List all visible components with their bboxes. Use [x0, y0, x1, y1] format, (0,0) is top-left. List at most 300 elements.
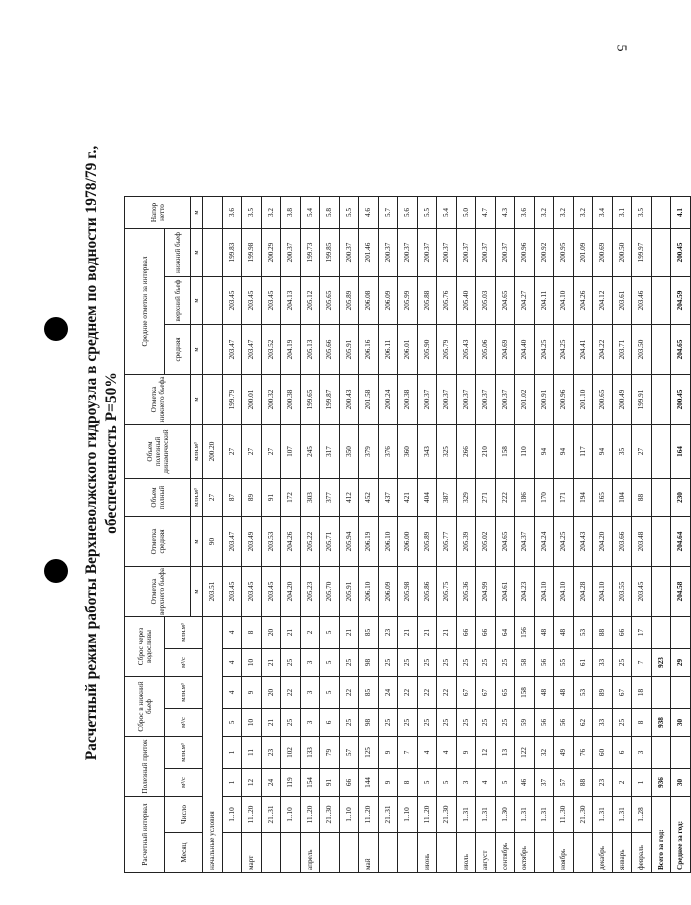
table-cell: 325	[437, 425, 457, 479]
table-cell: 48	[534, 617, 554, 649]
header-mark-upper: Отметка верхнего бьефа	[125, 567, 191, 617]
month-cell	[281, 833, 301, 873]
table-cell: 199.85	[320, 229, 340, 277]
table-cell: 158	[495, 425, 515, 479]
table-cell	[651, 197, 671, 229]
table-cell: 35	[612, 425, 632, 479]
table-cell: 88	[573, 769, 593, 797]
table-cell: 203.48	[632, 517, 652, 567]
table-cell: 205.39	[456, 517, 476, 567]
table-cell: 200.96	[515, 229, 535, 277]
unit-m: м	[191, 567, 203, 617]
header-avg-mean: средняя	[165, 325, 191, 375]
table-cell: 107	[281, 425, 301, 479]
table-cell: 200.32	[261, 375, 281, 425]
table-cell: 102	[281, 737, 301, 769]
table-cell: 154	[300, 769, 320, 797]
table-cell: 203.45	[222, 567, 242, 617]
table-cell: 56	[534, 649, 554, 677]
table-cell: 204.41	[573, 325, 593, 375]
table-cell: 9	[242, 677, 262, 709]
table-cell: 3.2	[261, 197, 281, 229]
table-cell	[671, 617, 691, 649]
table-cell: 67	[476, 677, 496, 709]
table-cell	[651, 277, 671, 325]
table-row	[593, 197, 613, 873]
table-cell: 21..30	[437, 797, 457, 833]
table-cell	[203, 277, 223, 325]
table-cell: 4.6	[359, 197, 379, 229]
table-cell: 200.37	[476, 375, 496, 425]
table-cell: 204.10	[534, 567, 554, 617]
table-cell: 204.43	[573, 517, 593, 567]
table-cell: 376	[378, 425, 398, 479]
table-cell: 200.37	[495, 229, 515, 277]
month-cell: май	[359, 833, 379, 873]
table-cell: 204.65	[495, 517, 515, 567]
table-cell: 25	[339, 709, 359, 737]
table-cell	[671, 677, 691, 709]
table-cell: 25	[437, 709, 457, 737]
table-cell: 206.01	[398, 325, 418, 375]
table-cell: 377	[320, 479, 340, 517]
table-cell: 12	[242, 769, 262, 797]
header-mark-avg: Отметка средняя	[125, 517, 191, 567]
table-cell: 205.89	[339, 277, 359, 325]
table-cell: 32	[534, 737, 554, 769]
table-cell: 11..20	[359, 797, 379, 833]
table-cell: 165	[593, 479, 613, 517]
table-cell: 24	[378, 677, 398, 709]
table-cell: 53	[573, 617, 593, 649]
page-number: 5	[613, 44, 629, 52]
header-avg-upper: верхний бьеф	[165, 277, 191, 325]
table-cell: 6	[320, 709, 340, 737]
table-cell: 205.89	[417, 517, 437, 567]
table-cell	[651, 617, 671, 649]
table-cell: 1..10	[339, 797, 359, 833]
table-cell: 56	[534, 709, 554, 737]
table-cell: 1..31	[534, 797, 554, 833]
table-cell: 20	[261, 677, 281, 709]
table-cell: 10	[242, 649, 262, 677]
table-cell: 33	[593, 709, 613, 737]
table-cell: 21..30	[573, 797, 593, 833]
table-cell: 204.23	[515, 567, 535, 617]
table-cell: 200.24	[378, 375, 398, 425]
table-cell: 1..10	[398, 797, 418, 833]
table-cell: 205.77	[437, 517, 457, 567]
table-cell: 200.50	[612, 229, 632, 277]
table-row	[281, 197, 301, 873]
table-cell: 25	[612, 709, 632, 737]
table-cell: 204.13	[281, 277, 301, 325]
table-cell: 200.01	[242, 375, 262, 425]
table-cell: 8	[242, 617, 262, 649]
table-cell: 936	[651, 769, 671, 797]
table-cell: 3.5	[632, 197, 652, 229]
table-cell: 205.40	[456, 277, 476, 325]
table-cell: 203.53	[261, 517, 281, 567]
table-cell: 13	[495, 737, 515, 769]
table-cell: 203.45	[222, 277, 242, 325]
table-cell: 27	[203, 479, 223, 517]
table-cell: 205.91	[339, 325, 359, 375]
table-cell: 203.52	[261, 325, 281, 375]
table-cell: Среднее за год:	[671, 797, 691, 873]
table-row	[612, 197, 632, 873]
month-cell: сентябрь	[495, 833, 515, 873]
table-cell: 3	[456, 769, 476, 797]
table-cell: 11..30	[554, 797, 574, 833]
table-cell: 1..10	[281, 797, 301, 833]
header-discharge-lower: Сброс в нижний бьеф	[125, 677, 165, 737]
table-cell: 203.45	[632, 567, 652, 617]
table-cell: 33	[593, 649, 613, 677]
table-cell: 57	[554, 769, 574, 797]
table-cell: 22	[437, 677, 457, 709]
table-cell	[651, 567, 671, 617]
table-cell: 203.47	[242, 325, 262, 375]
table-cell: 199.97	[632, 229, 652, 277]
table-cell: 46	[515, 769, 535, 797]
table-cell: 88	[632, 479, 652, 517]
table-cell: 49	[554, 737, 574, 769]
table-row	[554, 197, 574, 873]
table-cell: 203.71	[612, 325, 632, 375]
table-cell: 203.45	[242, 567, 262, 617]
table-row	[398, 197, 418, 873]
header-month: Месяц	[165, 833, 203, 873]
table-cell: 25	[456, 709, 476, 737]
table-cell: 8	[632, 709, 652, 737]
table-cell: 1..31	[456, 797, 476, 833]
table-cell: 94	[534, 425, 554, 479]
table-cell: 5	[222, 709, 242, 737]
table-cell: 199.65	[300, 375, 320, 425]
table-cell: 206.19	[359, 517, 379, 567]
table-cell: 5.5	[339, 197, 359, 229]
table-cell: 3.1	[612, 197, 632, 229]
table-cell: 25	[281, 709, 301, 737]
table-cell: 205.79	[437, 325, 457, 375]
table-cell: 203.50	[632, 325, 652, 375]
table-cell: 11..20	[417, 797, 437, 833]
table-cell: 55	[554, 649, 574, 677]
table-cell: 22	[417, 677, 437, 709]
table-cell: 205.75	[437, 567, 457, 617]
table-cell: 66	[476, 617, 496, 649]
table-cell: 200.37	[456, 375, 476, 425]
month-cell: октябрь	[515, 833, 535, 873]
table-cell: 200.92	[534, 229, 554, 277]
table-cell: 5	[437, 769, 457, 797]
header-mark-lower: Отметка нижнего бьефа	[125, 375, 191, 425]
table-cell: 1	[222, 737, 242, 769]
table-cell: 48	[554, 677, 574, 709]
table-cell: 200.37	[378, 229, 398, 277]
table-cell: 205.90	[417, 325, 437, 375]
table-cell: 25	[476, 649, 496, 677]
unit-q: м³/с	[165, 709, 203, 737]
month-cell	[222, 833, 242, 873]
table-cell: 205.91	[339, 567, 359, 617]
table-cell: 199.73	[300, 229, 320, 277]
table-cell: 21	[261, 709, 281, 737]
table-cell	[203, 229, 223, 277]
table-cell: 3.2	[554, 197, 574, 229]
table-cell: 938	[651, 709, 671, 737]
table-cell: 205.86	[417, 567, 437, 617]
unit-q: м³/с	[165, 649, 203, 677]
unit-w: млн.м³	[191, 425, 203, 479]
table-cell: 25	[495, 709, 515, 737]
month-cell	[261, 833, 281, 873]
table-row	[495, 197, 515, 873]
table-cell: 206.08	[359, 277, 379, 325]
table-cell: 204.37	[515, 517, 535, 567]
table-cell: 200.49	[612, 375, 632, 425]
table-cell: 452	[359, 479, 379, 517]
table-cell	[203, 325, 223, 375]
table-cell: 21..31	[378, 797, 398, 833]
month-cell	[398, 833, 418, 873]
table-cell: 5.6	[398, 197, 418, 229]
table-cell: 56	[554, 709, 574, 737]
table-cell: 204.20	[281, 567, 301, 617]
table-cell: 200.91	[534, 375, 554, 425]
table-cell: 5	[417, 769, 437, 797]
table-cell: 88	[593, 617, 613, 649]
table-cell: 205.65	[320, 277, 340, 325]
table-cell: 199.87	[320, 375, 340, 425]
table-cell: 171	[554, 479, 574, 517]
table-cell: 204.59	[671, 277, 691, 325]
table-row	[359, 197, 379, 873]
table-cell: 329	[456, 479, 476, 517]
table-cell	[651, 479, 671, 517]
table-cell: 203.46	[632, 277, 652, 325]
table-cell: 9	[378, 737, 398, 769]
table-cell: 1..31	[515, 797, 535, 833]
table-cell: 201.09	[573, 229, 593, 277]
table-cell	[671, 737, 691, 769]
table-cell: 204.25	[554, 517, 574, 567]
table-cell: 203.45	[261, 567, 281, 617]
table-cell: 4	[417, 737, 437, 769]
table-row	[261, 197, 281, 873]
table-cell: 25	[281, 649, 301, 677]
table-cell: 204.25	[534, 325, 554, 375]
table-cell: 206.09	[378, 567, 398, 617]
table-cell: 7	[398, 737, 418, 769]
table-cell: 204.99	[476, 567, 496, 617]
table-cell: 48	[534, 677, 554, 709]
table-cell: 3.4	[593, 197, 613, 229]
month-cell	[437, 833, 457, 873]
table-cell: 203.51	[203, 567, 223, 617]
table-cell: 1	[632, 769, 652, 797]
table-cell: 200.37	[456, 229, 476, 277]
table-cell: 200.38	[398, 375, 418, 425]
table-cell: 21..31	[261, 797, 281, 833]
table-cell: 200.37	[476, 229, 496, 277]
table-cell: Всего за год:	[651, 797, 671, 873]
table-cell: 204.27	[515, 277, 535, 325]
table-cell	[203, 197, 223, 229]
table-row	[632, 197, 652, 873]
table-cell: 271	[476, 479, 496, 517]
table-cell: 201.58	[359, 375, 379, 425]
table-cell: 205.43	[456, 325, 476, 375]
table-cell: 1..31	[476, 797, 496, 833]
table-cell: 199.98	[242, 229, 262, 277]
table-cell: 203.45	[242, 277, 262, 325]
table-cell: 437	[378, 479, 398, 517]
table-cell: 204.10	[554, 567, 574, 617]
table-cell: 5.4	[437, 197, 457, 229]
table-cell: 1..10	[222, 797, 242, 833]
table-cell: 24	[261, 769, 281, 797]
table-cell: 76	[573, 737, 593, 769]
table-cell: 1..31	[593, 797, 613, 833]
table-cell: 122	[515, 737, 535, 769]
table-cell: 23	[593, 769, 613, 797]
table-cell: 4	[222, 649, 242, 677]
table-cell: 61	[573, 649, 593, 677]
table-cell: 200.37	[437, 229, 457, 277]
table-cell: 119	[281, 769, 301, 797]
table-cell: 5.4	[300, 197, 320, 229]
table-cell: 200.20	[203, 425, 223, 479]
table-cell: 204.58	[671, 567, 691, 617]
month-cell	[534, 833, 554, 873]
table-cell: 203.61	[612, 277, 632, 325]
table-cell: 203.47	[222, 325, 242, 375]
month-cell: март	[242, 833, 262, 873]
table-cell: 104	[612, 479, 632, 517]
table-cell: 200.45	[671, 229, 691, 277]
table-cell: 164	[671, 425, 691, 479]
table-cell: 4.3	[495, 197, 515, 229]
table-cell: 404	[417, 479, 437, 517]
table-cell: 27	[261, 425, 281, 479]
table-row	[417, 197, 437, 873]
table-cell: 3.5	[242, 197, 262, 229]
unit-w: млн.м³	[165, 617, 203, 649]
table-cell: 200.45	[671, 375, 691, 425]
table-cell: 27	[242, 425, 262, 479]
table-cell: 222	[495, 479, 515, 517]
table-cell: 205.36	[456, 567, 476, 617]
table-cell: 5	[320, 649, 340, 677]
table-cell: 158	[515, 677, 535, 709]
month-cell: июль	[456, 833, 476, 873]
month-cell: июнь	[417, 833, 437, 873]
table-cell: 205.02	[476, 517, 496, 567]
table-cell: 204.25	[554, 325, 574, 375]
table-cell: 25	[417, 709, 437, 737]
table-cell: 1..31	[612, 797, 632, 833]
table-cell: 3.6	[515, 197, 535, 229]
table-cell: 923	[651, 649, 671, 677]
header-volume-full: Объем полный	[125, 479, 191, 517]
table-cell: 204.26	[573, 277, 593, 325]
table-cell: 59	[515, 709, 535, 737]
table-cell: 199.79	[222, 375, 242, 425]
table-cell: 85	[359, 677, 379, 709]
table-row	[437, 197, 457, 873]
table-cell	[203, 375, 223, 425]
table-cell: 194	[573, 479, 593, 517]
table-cell: 89	[593, 677, 613, 709]
table-cell: 11..20	[300, 797, 320, 833]
table-cell: 205.66	[320, 325, 340, 375]
table-cell: 421	[398, 479, 418, 517]
table-cell: 200.43	[339, 375, 359, 425]
table-cell: 203.45	[261, 277, 281, 325]
header-inflow: Полезный приток	[125, 737, 165, 797]
table-cell: 2	[612, 769, 632, 797]
table-cell: 9	[378, 769, 398, 797]
table-cell: 1	[222, 769, 242, 797]
table-cell: 2	[300, 617, 320, 649]
table-cell: 90	[203, 517, 223, 567]
table-cell: 53	[573, 677, 593, 709]
month-cell	[320, 833, 340, 873]
table-cell: 3.6	[222, 197, 242, 229]
table-row	[651, 197, 671, 873]
table-cell: 3	[300, 709, 320, 737]
table-cell	[651, 325, 671, 375]
table-cell: 11	[242, 737, 262, 769]
table-cell: 200.95	[554, 229, 574, 277]
table-cell: 203.66	[612, 517, 632, 567]
table-cell: 98	[359, 709, 379, 737]
table-cell	[651, 517, 671, 567]
table-cell: 200.37	[417, 375, 437, 425]
table-cell: 205.06	[476, 325, 496, 375]
table-cell: 199.91	[632, 375, 652, 425]
table-cell: 205.94	[339, 517, 359, 567]
table-cell: 12	[476, 737, 496, 769]
month-cell	[573, 833, 593, 873]
table-cell: 89	[242, 479, 262, 517]
unit-m: м	[191, 517, 203, 567]
rotated-document	[0, 13, 685, 893]
month-cell	[378, 833, 398, 873]
table-cell: 29	[671, 649, 691, 677]
month-cell: декабрь	[593, 833, 613, 873]
table-cell: 3	[300, 677, 320, 709]
table-cell: 204.65	[671, 325, 691, 375]
table-cell: 5.8	[320, 197, 340, 229]
table-cell: 25	[476, 709, 496, 737]
table-cell: 117	[573, 425, 593, 479]
table-cell: 27	[632, 425, 652, 479]
table-row	[515, 197, 535, 873]
table-cell: 205.03	[476, 277, 496, 325]
table-cell: 21	[339, 617, 359, 649]
month-cell: январь	[612, 833, 632, 873]
table-cell: 204.19	[281, 325, 301, 375]
table-cell: 5	[320, 617, 340, 649]
table-cell: 266	[456, 425, 476, 479]
table-cell: 3.2	[534, 197, 554, 229]
table-cell: 186	[515, 479, 535, 517]
table-cell: 21	[398, 617, 418, 649]
table-cell: 412	[339, 479, 359, 517]
